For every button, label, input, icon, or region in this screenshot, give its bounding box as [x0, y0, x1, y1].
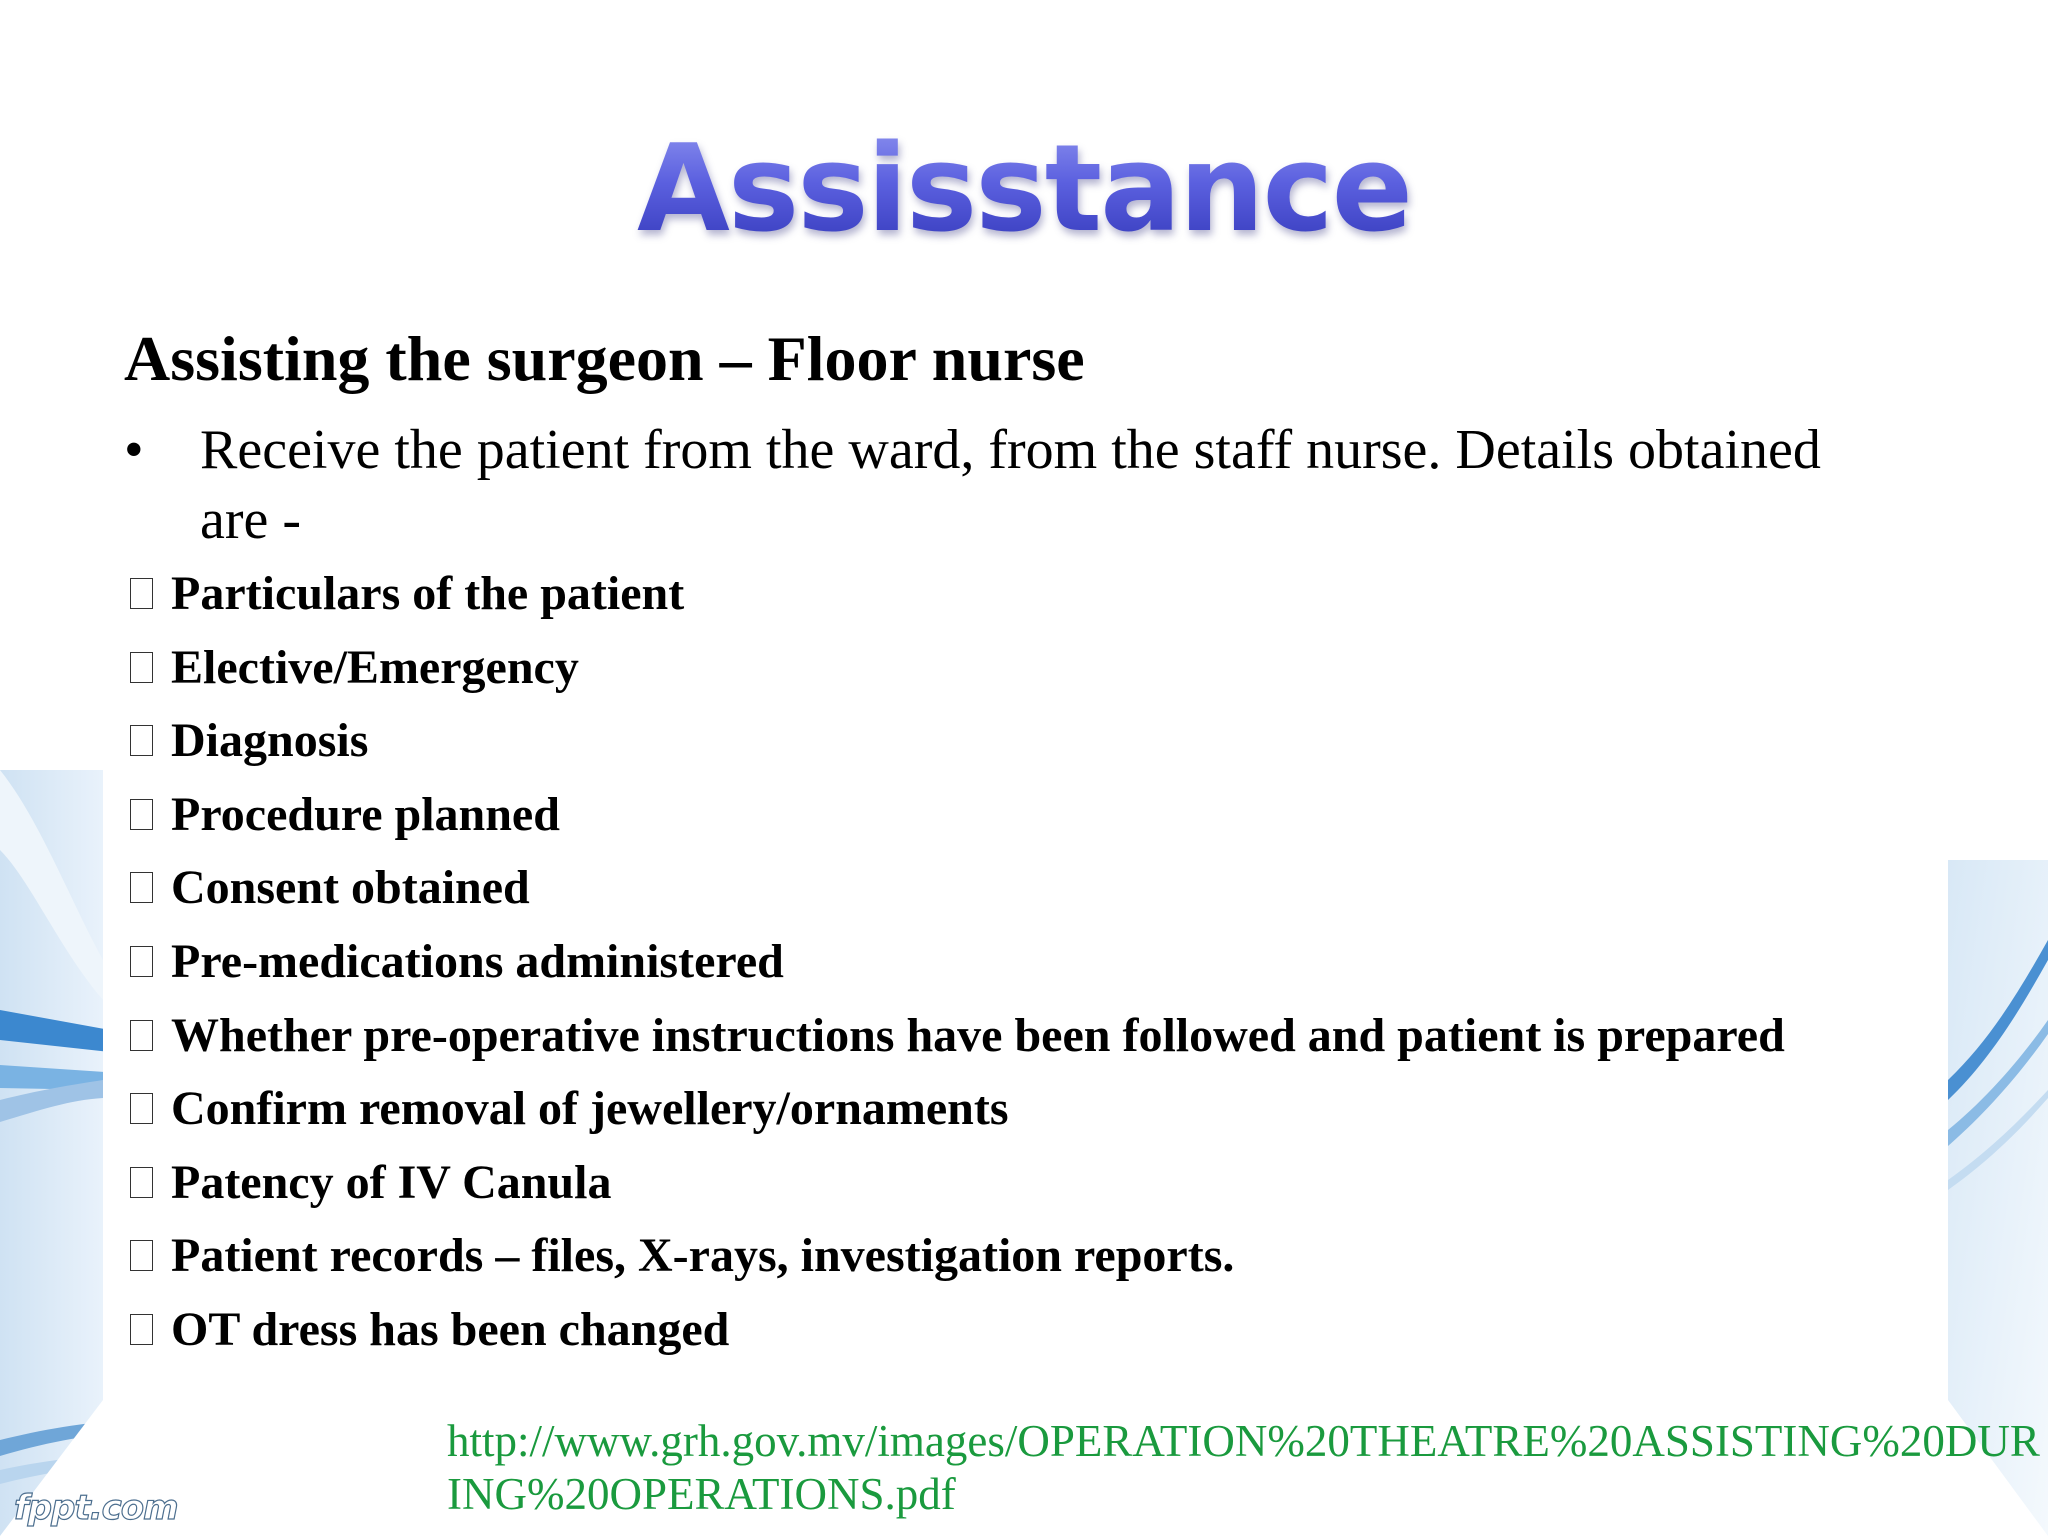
checklist-item-label: Consent obtained [171, 861, 530, 915]
checklist-item [124, 785, 1785, 859]
checklist-item [124, 1300, 1785, 1374]
slide-subtitle: Assisting the surgeon – Floor nurse [124, 323, 1085, 394]
checklist-item [124, 1006, 1785, 1080]
checklist-item-label: Diagnosis [171, 714, 369, 768]
checklist [124, 564, 1785, 1374]
checklist-item-label: Pre-medications administered [171, 934, 784, 988]
bullet-icon: • [124, 419, 144, 481]
checklist-item [124, 564, 1785, 638]
checkbox-icon [130, 1314, 153, 1345]
checklist-item-label: Procedure planned [171, 787, 560, 841]
checkbox-icon [130, 1093, 153, 1124]
checkbox-icon [130, 1167, 153, 1198]
checkbox-icon [130, 799, 153, 830]
checklist-item-label: OT dress has been changed [171, 1302, 730, 1356]
checklist-item-label: Particulars of the patient [171, 567, 685, 620]
checklist-item-label: Patient records – files, X-rays, investigation reports. [171, 1229, 1235, 1283]
slide-title: Assisstance [0, 120, 2048, 259]
checkbox-icon [130, 1020, 153, 1051]
checklist-item [124, 1153, 1785, 1227]
checkbox-icon [130, 872, 153, 903]
checkbox-icon [130, 946, 153, 977]
checklist-item [124, 1226, 1785, 1300]
checklist-item [124, 711, 1785, 785]
bullet-text: Receive the patient from the ward, from the staff nurse. Details obtained are - [200, 419, 1821, 551]
checklist-item-label: Patency of IV Canula [171, 1155, 612, 1209]
checklist-item [124, 932, 1785, 1006]
checklist-item-label: Whether pre-operative instructions have been followed and patient is prepared [171, 1008, 1785, 1062]
checklist-item [124, 1079, 1785, 1153]
checklist-item [124, 858, 1785, 932]
fppt-logo: fppt.com [14, 1488, 178, 1528]
checkbox-icon [130, 1240, 153, 1271]
checklist-item-label: Elective/Emergency [171, 640, 579, 694]
checkbox-icon [130, 725, 153, 756]
checklist-item-label: Confirm removal of jewellery/ornaments [171, 1082, 1009, 1136]
checkbox-icon [130, 578, 153, 609]
checklist-item [124, 638, 1785, 712]
checkbox-icon [130, 652, 153, 683]
source-link[interactable]: http://www.grh.gov.mv/images/OPERATION%20THEATRE%20ASSISTING%20DURING%20OPERATIONS.pdf [447, 1416, 2040, 1519]
